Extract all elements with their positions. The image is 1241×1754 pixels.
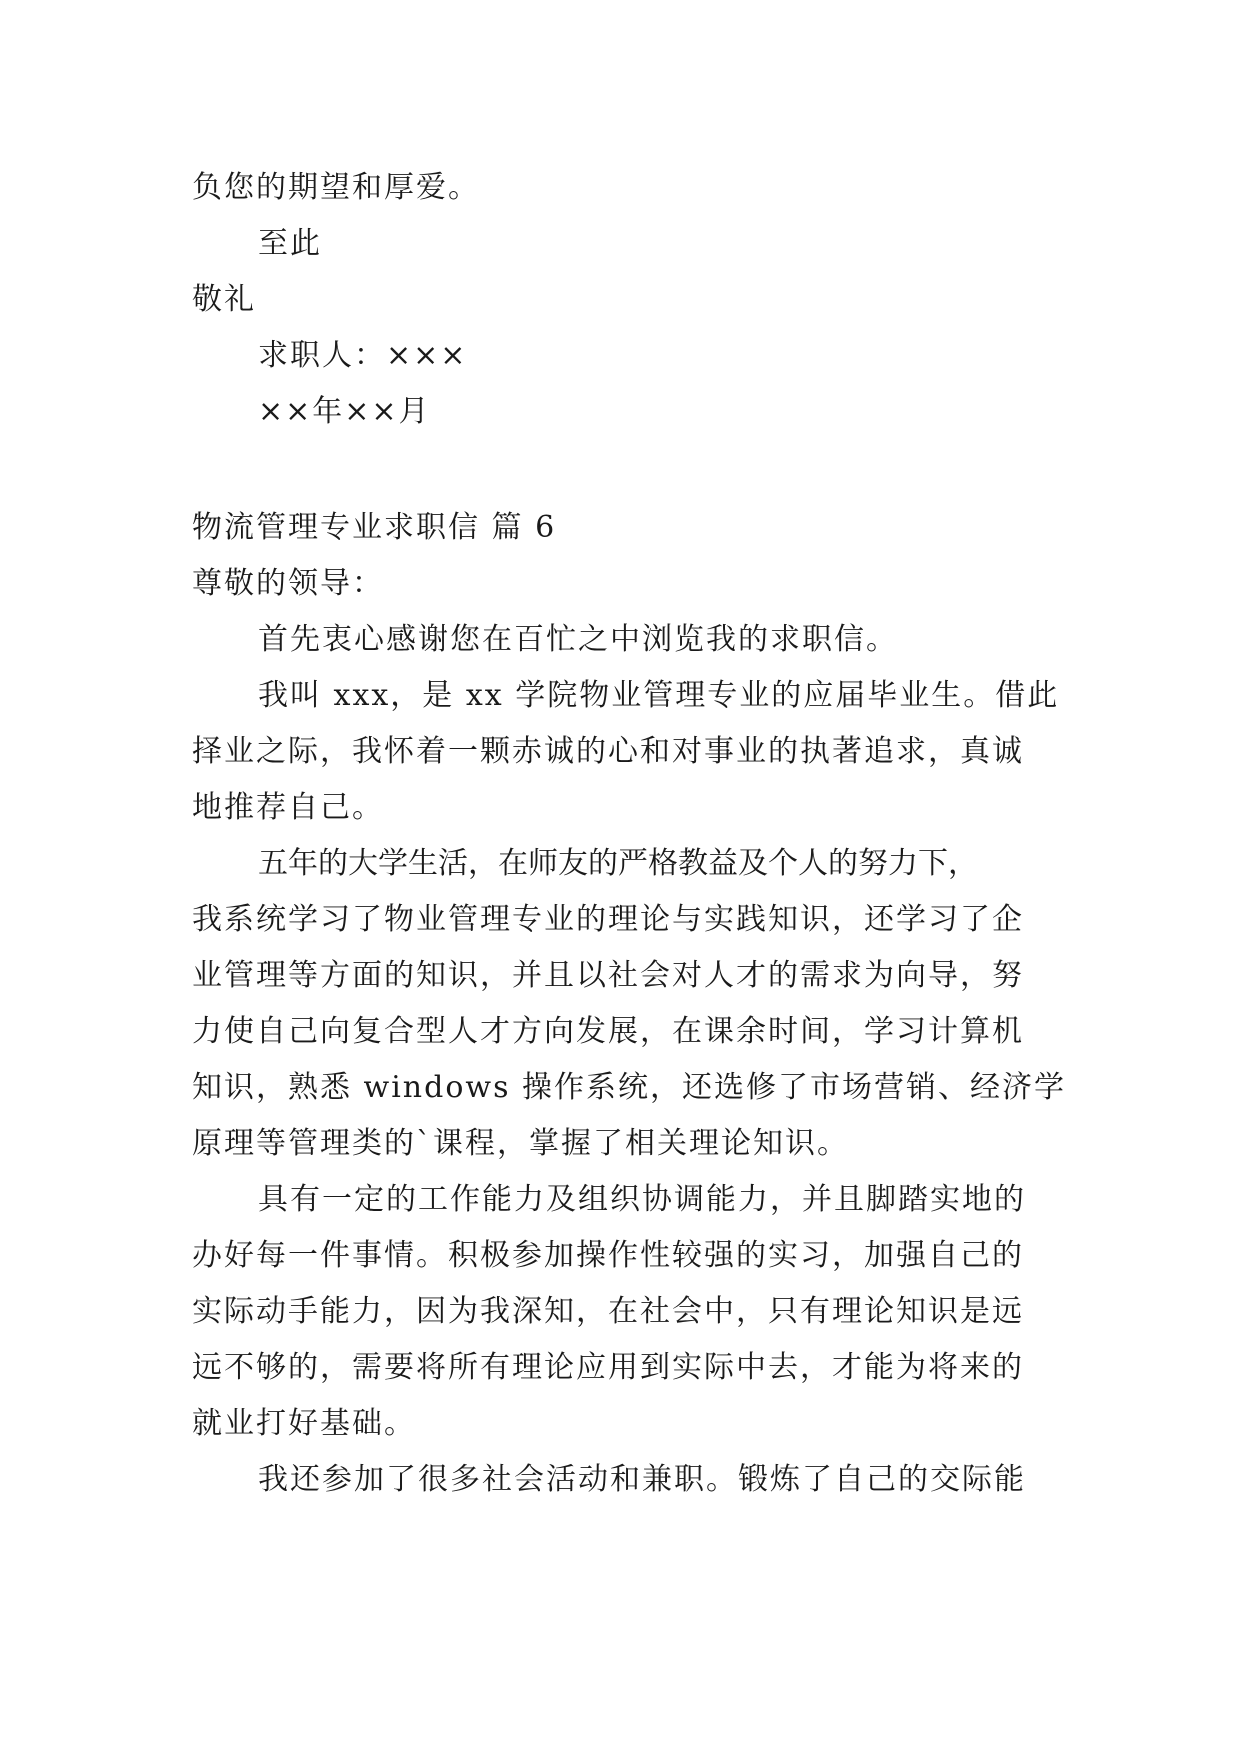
paragraph-line: 具有一定的工作能力及组织协调能力，并且脚踏实地的 [258,1182,1026,1217]
paragraph-line: 我系统学习了物业管理专业的理论与实践知识，还学习了企 [192,902,1024,937]
signer-line: 求职人：××× [258,338,468,373]
paragraph-line: 业管理等方面的知识，并且以社会对人才的需求为向导，努 [192,958,1024,993]
paragraph-line: 原理等管理类的`课程，掌握了相关理论知识。 [192,1126,849,1161]
paragraph-line: 我还参加了很多社会活动和兼职。锻炼了自己的交际能 [258,1462,1026,1497]
closing-line: 负您的期望和厚爱。 [192,170,480,205]
salutation: 尊敬的领导： [192,566,384,601]
paragraph-line: 五年的大学生活，在师友的严格教益及个人的努力下， [258,846,978,881]
paragraph-line: 办好每一件事情。积极参加操作性较强的实习，加强自己的 [192,1238,1024,1273]
paragraph-line: 首先衷心感谢您在百忙之中浏览我的求职信。 [258,622,898,657]
paragraph-line: 就业打好基础。 [192,1406,416,1441]
paragraph-line: 我叫 xxx，是 xx 学院物业管理专业的应届毕业生。借此 [258,678,1060,713]
paragraph-line: 实际动手能力，因为我深知，在社会中，只有理论知识是远 [192,1294,1024,1329]
paragraph-line: 知识，熟悉 windows 操作系统，还选修了市场营销、经济学 [192,1070,1067,1105]
paragraph-line: 远不够的，需要将所有理论应用到实际中去，才能为将来的 [192,1350,1024,1385]
section-title: 物流管理专业求职信 篇 6 [192,510,557,545]
closing-jingli: 敬礼 [192,282,256,317]
date-line: ××年××月 [258,394,431,429]
closing-zhici: 至此 [258,226,322,261]
paragraph-line: 择业之际，我怀着一颗赤诚的心和对事业的执著追求，真诚 [192,734,1024,769]
paragraph-line: 力使自己向复合型人才方向发展，在课余时间，学习计算机 [192,1014,1024,1049]
paragraph-line: 地推荐自己。 [192,790,384,825]
